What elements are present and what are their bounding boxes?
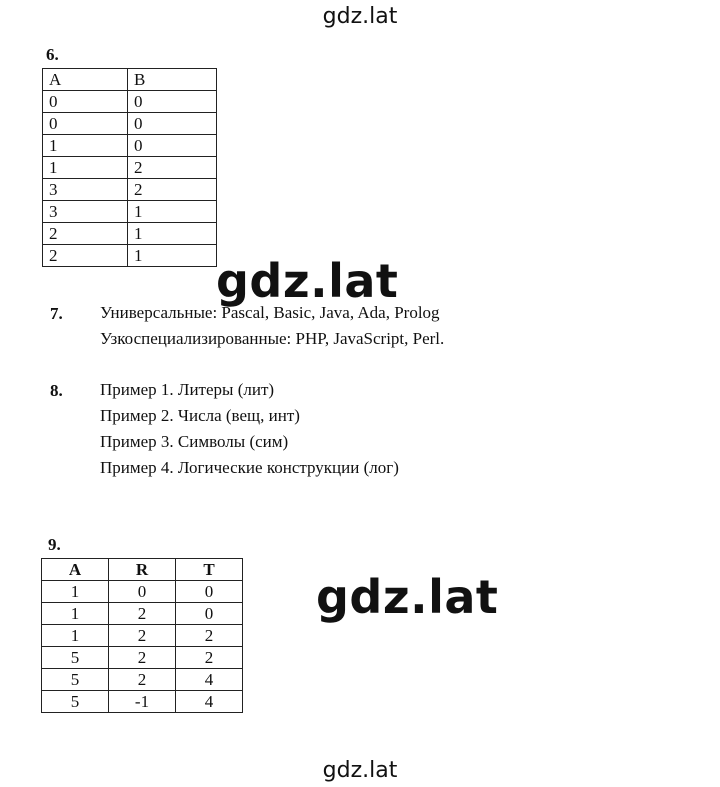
table-cell: 2 xyxy=(43,245,128,267)
table-cell: 2 xyxy=(176,647,243,669)
table-cell: 0 xyxy=(128,113,217,135)
table-cell: 2 xyxy=(109,603,176,625)
table-cell: 0 xyxy=(128,135,217,157)
watermark-middle: gdz.lat xyxy=(216,254,399,308)
task-8-line-3: Пример 3. Символы (сим) xyxy=(100,432,289,451)
table-cell: 3 xyxy=(43,201,128,223)
table-row xyxy=(43,91,217,113)
table-row xyxy=(43,245,217,267)
watermark-top: gdz.lat xyxy=(322,4,398,29)
table-cell: 5 xyxy=(42,669,109,691)
table-header-cell: B xyxy=(128,69,217,91)
task-7-line-2: Узкоспециализированные: PHP, JavaScript, Perl. xyxy=(100,329,445,348)
task-9-table xyxy=(41,558,243,713)
table-cell: 1 xyxy=(42,581,109,603)
table-row xyxy=(43,179,217,201)
table-cell: 3 xyxy=(43,179,128,201)
table-cell: 1 xyxy=(43,135,128,157)
table-header-cell: A xyxy=(43,69,128,91)
task-8-line-1: Пример 1. Литеры (лит) xyxy=(100,380,275,399)
table-row xyxy=(42,581,243,603)
table-cell: 2 xyxy=(43,223,128,245)
task-6-number: 6. xyxy=(46,45,59,64)
table-row xyxy=(43,135,217,157)
task-9-number: 9. xyxy=(48,535,61,554)
table-row xyxy=(42,647,243,669)
task-6-table xyxy=(42,68,217,267)
table-cell: 0 xyxy=(176,581,243,603)
table-cell: 4 xyxy=(176,691,243,713)
table-cell: 0 xyxy=(109,581,176,603)
table-header-row xyxy=(42,559,243,581)
table-cell: 1 xyxy=(42,603,109,625)
table-cell: 0 xyxy=(176,603,243,625)
table-cell: 1 xyxy=(43,157,128,179)
watermark-right: gdz.lat xyxy=(316,570,499,624)
table-row xyxy=(43,113,217,135)
table-header-row xyxy=(43,69,217,91)
table-cell: 5 xyxy=(42,691,109,713)
table-cell: 1 xyxy=(128,245,217,267)
table-cell: 2 xyxy=(128,157,217,179)
table-cell: 2 xyxy=(109,647,176,669)
table-cell: 2 xyxy=(109,669,176,691)
table-row xyxy=(43,157,217,179)
table-cell: 0 xyxy=(43,113,128,135)
table-cell: 2 xyxy=(176,625,243,647)
table-cell: 1 xyxy=(128,223,217,245)
table-header-cell: A xyxy=(42,559,109,581)
table-cell: 0 xyxy=(43,91,128,113)
watermark-bottom: gdz.lat xyxy=(322,758,398,783)
task-8-number: 8. xyxy=(50,381,63,400)
table-header-cell: T xyxy=(176,559,243,581)
table-row xyxy=(42,669,243,691)
table-cell: 5 xyxy=(42,647,109,669)
table-header-cell: R xyxy=(109,559,176,581)
table-row xyxy=(43,223,217,245)
table-row xyxy=(42,691,243,713)
table-cell: 0 xyxy=(128,91,217,113)
task-7-line-1: Универсальные: Pascal, Basic, Java, Ada, Prolog xyxy=(100,303,440,322)
table-cell: 2 xyxy=(109,625,176,647)
table-cell: 4 xyxy=(176,669,243,691)
table-cell: 2 xyxy=(128,179,217,201)
table-row xyxy=(42,603,243,625)
task-8-line-2: Пример 2. Числа (вещ, инт) xyxy=(100,406,300,425)
table-cell: 1 xyxy=(128,201,217,223)
table-cell: 1 xyxy=(42,625,109,647)
task-8-line-4: Пример 4. Логические конструкции (лог) xyxy=(100,458,399,477)
task-7-number: 7. xyxy=(50,304,63,323)
table-cell: -1 xyxy=(109,691,176,713)
table-row xyxy=(43,201,217,223)
table-row xyxy=(42,625,243,647)
